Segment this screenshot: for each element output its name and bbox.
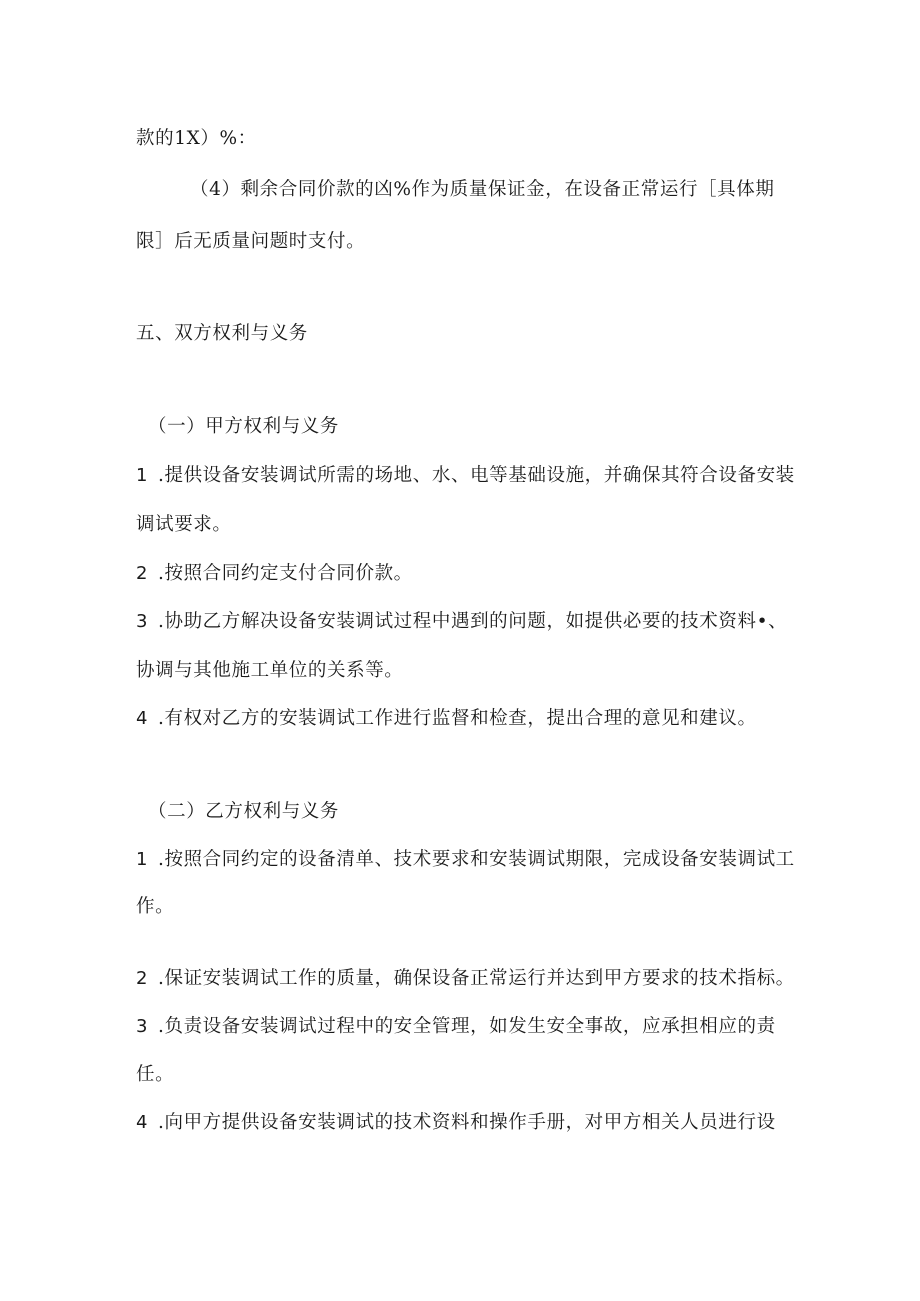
list-item-b3-cont	[136, 1062, 174, 1088]
line-text: .协助乙方解决设备安装调试过程中遇到的问题，如提供必要的技术资料•、	[158, 611, 788, 632]
list-item-b3	[136, 1014, 776, 1040]
text-line-payment-4	[190, 177, 774, 203]
list-item-a1-cont	[136, 512, 232, 538]
line-text: 款的1X）%：	[136, 128, 257, 149]
text-line-payment-4-cont	[136, 229, 365, 255]
item-number: 4	[136, 1112, 149, 1133]
item-number: 2	[136, 968, 149, 989]
list-item-a3	[136, 609, 787, 635]
list-item-b4	[136, 1110, 776, 1136]
line-text: .按照合同约定支付合同价款。	[158, 563, 413, 584]
line-text: .负责设备安装调试过程中的安全管理，如发生安全事故，应承担相应的责	[158, 1016, 776, 1037]
heading-text: 五、双方权利与义务	[136, 323, 308, 344]
line-text: .有权对乙方的安装调试工作进行监督和检查，提出合理的意见和建议。	[158, 708, 757, 729]
line-text: .提供设备安装调试所需的场地、水、电等基础设施，并确保其符合设备安装	[158, 465, 795, 486]
line-text: 作。	[136, 896, 175, 917]
list-item-b1	[136, 847, 795, 873]
text-line-payment-1	[136, 126, 257, 152]
line-text: （4）剩余合同价款的凶%作为质量保证金，在设备正常运行［具体期	[190, 179, 775, 200]
item-number: 4	[136, 708, 149, 729]
subsection-heading-party-a	[148, 414, 339, 440]
line-text: 调试要求。	[136, 514, 232, 535]
item-number: 3	[136, 1016, 149, 1037]
item-number: 1	[136, 465, 149, 486]
list-item-b2	[136, 966, 795, 992]
subsection-heading-party-b	[148, 799, 339, 825]
line-text: .按照合同约定的设备清单、技术要求和安装调试期限，完成设备安装调试工	[158, 849, 795, 870]
line-text: .向甲方提供设备安装调试的技术资料和操作手册，对甲方相关人员进行设	[158, 1112, 776, 1133]
list-item-b1-cont	[136, 894, 174, 920]
list-item-a1	[136, 463, 795, 489]
heading-text: （二）乙方权利与义务	[148, 801, 340, 822]
line-text: .保证安装调试工作的质量，确保设备正常运行并达到甲方要求的技术指标。	[158, 968, 795, 989]
section-heading-rights	[136, 321, 308, 347]
item-number: 1	[136, 849, 149, 870]
heading-text: （一）甲方权利与义务	[148, 416, 340, 437]
line-text: 任。	[136, 1064, 175, 1085]
line-text: 限］后无质量问题时支付。	[136, 231, 366, 252]
list-item-a2	[136, 561, 413, 587]
item-number: 3	[136, 611, 149, 632]
line-text: 协调与其他施工单位的关系等。	[136, 660, 404, 681]
item-number: 2	[136, 563, 149, 584]
list-item-a3-cont	[136, 658, 403, 684]
list-item-a4	[136, 706, 757, 732]
